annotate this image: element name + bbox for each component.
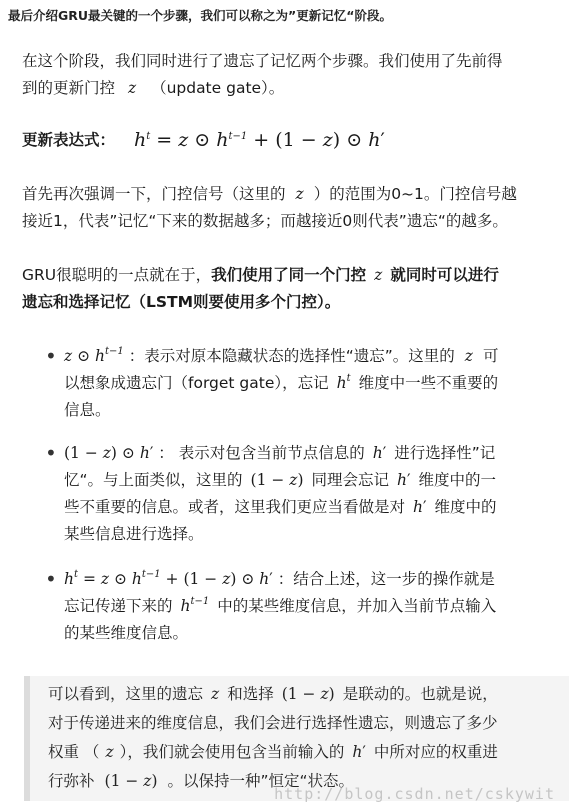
b1-line2 (64, 370, 560, 397)
math-1mz: (1 − z) (250, 471, 304, 489)
p1-line2 (22, 75, 562, 102)
math-z: z (464, 347, 473, 365)
b1-text: ：表示对原本隐藏状态的选择性“遗忘”。这里的 (128, 347, 455, 365)
p2-line1 (22, 181, 562, 208)
math-hprime: h′ (352, 743, 366, 761)
math-z: z (127, 79, 137, 97)
p3-line1 (22, 262, 562, 289)
b1-text-end: 可 (482, 347, 499, 365)
b3-text3: 中的某些维度信息，并加入当前节点输入 (217, 597, 497, 615)
bullet-dot: • (45, 344, 57, 368)
b2-line3 (64, 494, 560, 521)
p2-text-end: ）的范围为0~1。门控信号越 (313, 185, 517, 203)
q-text6: 中所对应的权重进 (373, 743, 498, 761)
p2-text: 首先再次强调一下，门控信号（这里的 (22, 185, 286, 203)
update-expression (22, 128, 385, 150)
b2-text: ： 表示对包含当前节点信息的 (158, 444, 365, 462)
p1-text-end: （update gate）。 (151, 79, 285, 97)
b3-line1 (64, 566, 560, 593)
b3-line2 (64, 593, 560, 620)
paragraph-gate-range (22, 181, 562, 235)
b3-text2: 忘记传递下来的 (64, 597, 173, 615)
math-hprime: h′ (397, 471, 411, 489)
q-text: 可以看到，这里的遗忘 (48, 685, 204, 703)
expression-label: 更新表达式： (22, 131, 116, 149)
q-line2: 对于传递进来的维度信息，我们会进行选择性遗忘，则遗忘了多少 (48, 714, 498, 732)
b2-line1 (64, 440, 560, 467)
q-line1 (48, 680, 560, 709)
b1-line1 (64, 343, 560, 370)
math-hprime: h′ (413, 498, 427, 516)
bullet-item-1 (64, 343, 560, 424)
b2-text4: 同理会忘记 (311, 471, 390, 489)
formula-full: $h^t = z$ ⊙ $h^{t-1} + (1 - z)$ ⊙ h′ (64, 569, 273, 588)
p2-line2: 接近1，代表”记忆“下来的数据越多；而越接近0则代表”遗忘“的越多。 (22, 212, 508, 230)
bullet-item-3 (64, 566, 560, 647)
update-formula: $h^t = z$ ⊙ $h^{t-1} + (1 - z)$ ⊙ h′ (133, 129, 385, 151)
math-hprime: h′ (372, 444, 387, 462)
b3-line3: 的某些维度信息。 (64, 624, 189, 642)
math-1mz: (1 − z) (104, 772, 158, 790)
bullet-dot: • (45, 567, 57, 591)
intro-title: 最后介绍GRU最关键的一个步骤，我们可以称之为”更新记忆“阶段。 (8, 8, 392, 23)
p3-bold-end: 就同时可以进行 (390, 266, 499, 284)
math-z: z (105, 743, 114, 761)
math-htm1: $h^{t-1}$ (180, 596, 210, 615)
b2-line2 (64, 467, 560, 494)
math-1mz: (1 − z) (281, 685, 335, 703)
b2-text7: 维度中的 (434, 498, 497, 516)
p3-line2: 遗忘和选择记忆（LSTM则要使用多个门控）。 (22, 293, 341, 311)
b1-text2: 以想象成遗忘门（forget gate），忘记 (64, 374, 329, 392)
p3-text: GRU很聪明的一点就在于， (22, 266, 212, 284)
watermark: http://blog.csdn.net/cskywit (274, 785, 555, 803)
q-text2: 和选择 (227, 685, 274, 703)
b2-line4: 某些信息进行选择。 (64, 525, 204, 543)
q-text5: ），我们就会使用包含当前输入的 (119, 743, 345, 761)
b1-line3: 信息。 (64, 401, 111, 419)
math-ht: $h^t$ (336, 373, 351, 392)
p1-line1: 在这个阶段，我们同时进行了遗忘了记忆两个步骤。我们使用了先前得 (22, 52, 503, 70)
q-line3 (48, 738, 560, 767)
math-z: z (211, 685, 220, 703)
paragraph-intro (22, 48, 562, 102)
b2-text6: 些不重要的信息。或者，这里我们更应当看做是对 (64, 498, 406, 516)
math-z: z (374, 266, 383, 284)
b1-text3: 维度中一些不重要的 (358, 374, 499, 392)
bullet-dot: • (45, 441, 57, 465)
q-text7: 行弥补 (48, 772, 95, 790)
formula-z-h: z ⊙ $h^{t-1}$ (64, 346, 124, 365)
b3-text: ：结合上述，这一步的操作就是 (277, 570, 495, 588)
quote-text (48, 680, 560, 796)
q-text3: 是联动的。也就是说， (342, 685, 498, 703)
bullet-item-2 (64, 440, 560, 548)
b2-text2: 进行选择性”记 (394, 444, 496, 462)
p1-text: 到的更新门控 (22, 79, 116, 97)
paragraph-gru-smart (22, 262, 562, 316)
math-z: z (295, 185, 304, 203)
p3-bold: 我们使用了同一个门控 (211, 266, 367, 284)
b2-text5: 维度中的一 (418, 471, 497, 489)
b2-text3: 忆“。与上面类似，这里的 (64, 471, 243, 489)
formula-1mz-hprime: (1 − z) ⊙ h′ (64, 444, 154, 462)
q-text4: 权重 （ (48, 743, 100, 761)
q-text8: 。以保持一种”恒定“状态。 (167, 772, 355, 790)
